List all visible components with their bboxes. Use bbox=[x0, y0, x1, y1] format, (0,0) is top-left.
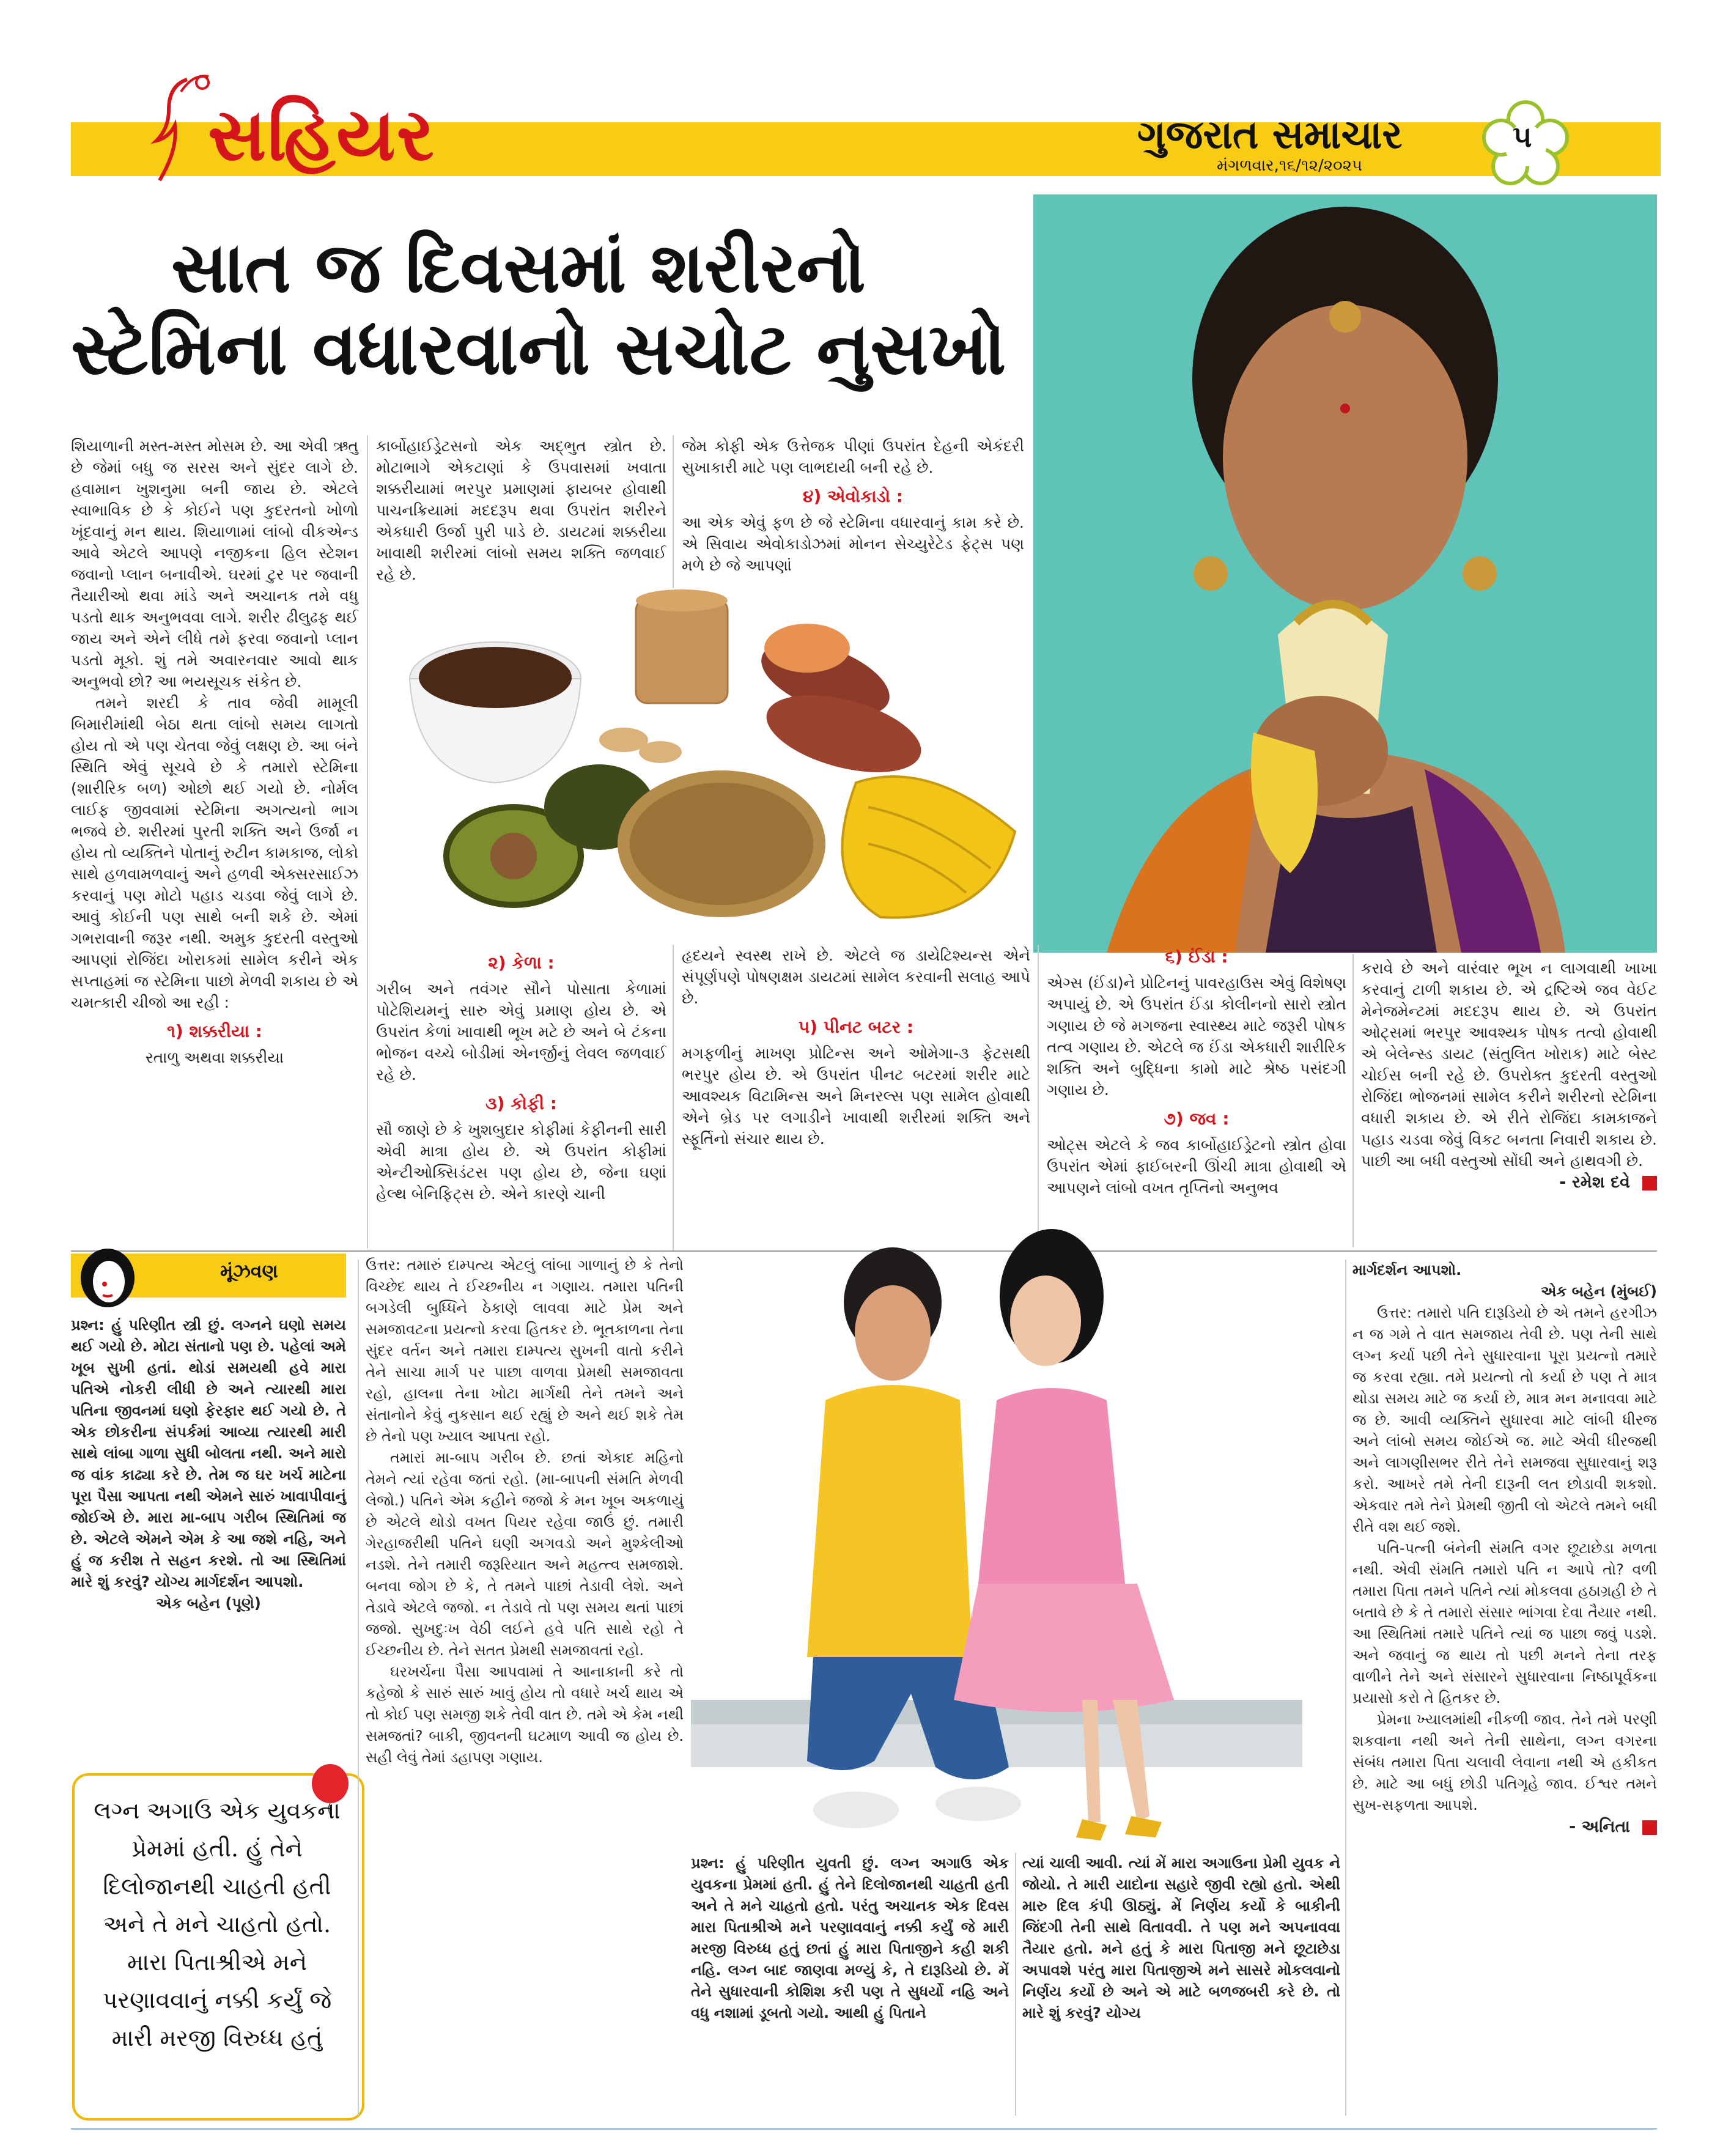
column-divider bbox=[1352, 954, 1354, 1247]
column-divider bbox=[1015, 1853, 1016, 2116]
article-paragraph-oats: ઓટ્સ એટલે કે જવ કાર્બોહાઈડ્રેટનો સ્ત્રોત હોવા ઉપરાંત એમાં ફાઈબરની ઊંચી માત્રા હોવાથી એ આપણને લાંબો વખત તૃપ્તિનો અનુભવ bbox=[1047, 1136, 1346, 1197]
end-mark-icon bbox=[1642, 1820, 1657, 1835]
article-column-1 bbox=[71, 435, 358, 1068]
bottom-rule bbox=[71, 2128, 1657, 2130]
subhead-sweet-potato: ૧) શક્કરીયા : bbox=[167, 1021, 262, 1041]
article-column-3-bottom bbox=[682, 945, 1030, 1150]
advice-author-name: - અનિતા bbox=[1569, 1817, 1630, 1836]
page-number: ૫ bbox=[1513, 120, 1532, 154]
article-intro-paragraph: શિયાળાની મસ્ત-મસ્ત મોસમ છે. આ એવી ઋતુ છે જેમાં બધુ જ સરસ અને સુંદર લાગે છે. હવામાન ખુશનુમા બની જાય છે. એટલે સ્વાભાવિક છે કે કોઈને પણ કુદરતનો ખોળો ખૂંદવાનું મન થાય. શિયાળામાં લાંબો વીકએન્ડ આવે એટલે આપણે નજીકના હિલ સ્ટેશન જવાનો પ્લાન બનાવીએ. ઘરમાં ટુર પર જવાની તૈયારીઓ થવા માંડે અને અચાનક તમે વધુ પડતો થાક અનુભવવા લાગે. શરીર ઢીલુઢફ થઈ જાય અને એને લીધે તમે ફરવા જવાનો પ્લાન પડતો મૂકો. શું તમે અવારનવાર આવો થાક અનુભવો છો? આ ભયસૂચક સંકેત છે. bbox=[71, 437, 358, 690]
foods-collage-image bbox=[404, 587, 1039, 942]
advice-question-1 bbox=[71, 1315, 346, 1614]
article-paragraph-2: તમને શરદી કે તાવ જેવી મામૂલી બિમારીમાંથી બેઠા થતા લાંબો સમય લાગતો હોય તો એ પણ ચેતવા જેવું લક્ષણ છે. આ બંને સ્થિતિ એવું સૂચવે છે કે તમારો સ્ટેમિના (શારીરિક બળ) ઓછો થઈ ગયો છે. નોર્મલ લાઈફ જીવવામાં સ્ટેમિના અગત્યનો ભાગ ભજવે છે. શરીરમાં પુરતી શક્તિ અને ઉર્જા ન હોય તો વ્યક્તિને પોતાનું રુટીન કામકાજ, લોકો સાથે હળવામળવાનું અને હળવી એક્સરસાઈઝ કરવાનું પણ મોટો પહાડ ચડવા જેવું લાગે છે. આવું કોઈની પણ સાથે બની શકે છે. એમાં ગભરાવાની જરૂર નથી. અમુક કુદરતી વસ્તુઓ આપણાં રોજિંદા ખોરાકમાં સામેલ કરીને એક સપ્તાહમાં જ સ્ટેમિના પાછો મેળવી શકાય છે એ ચમત્કારી ચીજો આ રહી : bbox=[71, 694, 358, 1011]
question-2-text-part-2: ત્યાં ચાલી આવી. ત્યાં મેં મારા અગાઉના પ્રેમી યુવક ને જોયો. તે મારી યાદોના સહારે જીવી રહ્યો હતો. એથી મારુ દિલ કંપી ઊઠ્યું. મેં નિર્ણય કર્યો કે બાકીની જિંદગી તેની સાથે વિતાવવી. તે પણ મને અપનાવવા તૈયાર હતો. મને હતું કે મારા પિતાજી મને છૂટાછેડા અપાવશે પરંતુ મારા પિતાજીએ મને સાસરે મોકલવાનો નિર્ણય કર્યો છે અને એ માટે બળજબરી કરે છે. તો મારે શું કરવું? યોગ્ય bbox=[1022, 1855, 1340, 2021]
advice-section-label: મૂંઝવણ bbox=[220, 1261, 278, 1282]
article-column-5 bbox=[1361, 958, 1657, 1193]
couple-illustration bbox=[691, 1217, 1302, 1853]
article-author bbox=[1361, 1172, 1657, 1193]
advice-question-2-part-1 bbox=[691, 1853, 1009, 2024]
newspaper-name: ગુજરાત સમાચાર bbox=[1137, 113, 1403, 158]
headline-line-2: સ્ટેમિના વધારવાનો સચોટ નુસખો bbox=[71, 306, 1006, 391]
subhead-peanut-butter: ૫) પીનટ બટર : bbox=[798, 1017, 914, 1037]
advice-author bbox=[1352, 1816, 1657, 1837]
answer-2-part-2: પતિ-પત્ની બંનેની સંમતિ વગર છૂટાછેડા મળતા નથી. એવી સંમતિ તમારો પતિ ન આપે તો? વળી તમારા પિતા તમને પતિને ત્યાં મોકલવા હઠાગ્રહી છે તે બતાવે છે કે તે તમારો સંસાર ભાંગવા દેવા તૈયાર નથી. આ સ્થિતિમાં તમારે પતિને ત્યાં જ પાછા જવું પડશે. અને જવાનું જ થાય તો પછી મનને તેના તરફ વાળીને તેને અને સંસારને સુધારવાના નિષ્ઠાપૂર્વકના પ્રયાસો કરો તે હિતકર છે. bbox=[1352, 1540, 1657, 1707]
question-1-text: પ્રશ્ન: હું પરિણીત સ્ત્રી છું. લગ્નને ઘણો સમય થઈ ગયો છે. મોટા સંતાનો પણ છે. પહેલાં અમે ખૂબ સુખી હતાં. થોડાં સમયથી હવે મારા પતિએ નોકરી લીધી છે અને ત્યારથી મારા પતિના જીવનમાં ઘણો ફેરફાર થઈ ગયો છે. તે એક છોકરીના સંપર્કમાં આવ્યા ત્યારથી મારી સાથે લાંબા ગાળા સુધી બોલતા નથી. અને મારો જ વાંક કાઢ્યા કરે છે. તેમ જ ઘર ખર્ચ માટેના પૂરા પૈસા આપતા નથી એમને સારું ખાવાપીવાનું જોઈએ છે. મારા મા-બાપ ગરીબ સ્થિતિમાં જ છે. એટલે એમને એમ કે આ જશે નહિ, અને હું જ કરીશ તે સહન કરશે. તો આ સ્થિતિમાં મારે શું કરવું? યોગ્ય માર્ગદર્શન આપશો. bbox=[71, 1316, 346, 1590]
article-paragraph-coffee: સૌ જાણે છે કે ખુશબુદાર કોફીમાં કેફીનની સારી એવી માત્રા હોય છે. એ ઉપરાંત કોફીમાં એન્ટીઓક્સિડંટસ પણ હોય છે, જેના ઘણાં હેલ્થ બેનિફિટ્સ છે. એને કારણે ચાની bbox=[376, 1121, 666, 1203]
advice-answer-1 bbox=[366, 1255, 684, 1768]
advice-answer-2 bbox=[1352, 1260, 1657, 1837]
subhead-avocado: ૪) એવોકાડો : bbox=[803, 486, 903, 506]
issue-date: મંગળવાર,૧૬/૧૨/૨૦૨૫ bbox=[1217, 157, 1362, 175]
column-divider bbox=[1345, 1260, 1346, 2116]
woman-eating-banana-photo bbox=[1033, 194, 1657, 953]
question-2-text-part-3: માર્ગદર્શન આપશો. bbox=[1352, 1261, 1462, 1279]
article-paragraph-sweet-potato-start: રતાળુ અથવા શક્કરીયા bbox=[145, 1049, 284, 1066]
answer-2-part-1: ઉત્તર: તમારો પતિ દારૂડિયો છે એ તમને હરગીઝ ન જ ગમે તે વાત સમજાય તેવી છે. પણ તેની સાથે લગ્ન કર્યા પછી તેને સુધારવાના પૂરા પ્રયત્નો તમારે જ કરવા રહ્યા. તમે પ્રયત્નો તો કર્યા છે પણ તે માત્ર થોડા સમય માટે જ કર્યા છે, માત્ર મન મનાવવા માટે જ છે. આવી વ્યક્તિને સુધારવા માટે લાંબી ધીરજ અને લાંબો સમય જોઈએ જ. માટે એવી ધીરજથી અને લાગણીસભર રીતે તેને સમજવા સુધારવાનું શરૂ કરો. આખરે તમે તેની દારૂની લત છોડાવી શકશો. એકવાર તમે તેને પ્રેમથી જીતી લો એટલે તમને બધી રીતે વશ થઈ જશે. bbox=[1352, 1304, 1657, 1535]
pull-quote-text: લગ્ન અગાઉ એક યુવકના પ્રેમમાં હતી. હું તેને દિલોજાનથી ચાહતી હતી અને તે મને ચાહતો હતો. મારા પિતાશ્રીએ મને પરણાવવાનું નક્કી કર્યું જે મારી મરજી વિરુધ્ધ હતું bbox=[94, 1797, 341, 2051]
subhead-coffee: ૩) કોફી : bbox=[485, 1093, 557, 1113]
subhead-banana: ૨) કેળા : bbox=[488, 953, 555, 973]
end-mark-icon bbox=[1642, 1176, 1657, 1191]
question-2-text-part-1: પ્રશ્ન: હું પરિણીત યુવતી છું. લગ્ન અગાઉ એક યુવકના પ્રેમમાં હતી. હું તેને દિલોજાનથી ચાહતી હતી અને તે મને ચાહતો હતો. પરંતુ અચાનક એક દિવસ મારા પિતાશ્રીએ મને પરણાવવાનું નક્કી કર્યું જે મારી મરજી વિરુધ્ધ હતું છતાં હું મારા પિતાજીને કહી શકી નહિ. લગ્ન બાદ જાણવા મળ્યું કે, તે દારૂડિયો છે. મેં તેને સુધારવાની કોશિશ કરી પણ તે સુધર્યો નહિ અને વધુ નશામાં ડૂબતો ગયો. આથી હું પિતાને bbox=[691, 1855, 1009, 2021]
question-1-asker: એક બહેન (પૂણે) bbox=[156, 1595, 261, 1612]
article-paragraph-peanut-butter: મગફળીનું માખણ પ્રોટિન્સ અને ઓમેગા-૩ ફેટસથી ભરપુર હોય છે. એ ઉપરાંત પીનટ બટરમાં શરીર માટે આવશ્યક વિટામિન્સ અને મિનરલ્સ પણ સામેલ હોવાથી એને બ્રેડ પર લગાડીને ખાવાથી શરીરમાં શક્તિ અને સ્ફૂર્તિનો સંચાર થાય છે. bbox=[682, 1044, 1030, 1148]
column-divider bbox=[367, 435, 368, 1249]
article-author-name: - રમેશ દવે bbox=[1559, 1173, 1630, 1192]
answer-2-part-3: પ્રેમના ખ્યાલમાંથી નીકળી જાવ. તેને તમે પરણી શકવાના નથી અને તેની સાથેના, લગ્ન વગરના સંબંધ તમારા પિતા ચલાવી લેવાના નથી એ હકીકત છે. માટે આ બધું છોડી પતિગૃહે જાવ. ઈશ્વર તમને સુખ-સફળતા આપશે. bbox=[1352, 1711, 1657, 1814]
woman-face-icon bbox=[71, 1247, 144, 1309]
section-logo: સહિયર bbox=[208, 92, 435, 177]
question-2-asker: એક બહેન (મુંબઈ) bbox=[1541, 1283, 1657, 1300]
advice-question-2-part-2 bbox=[1022, 1853, 1340, 2024]
answer-1-part-1: ઉત્તર: તમારું દામ્પત્ય એટલું લાંબા ગાળાનું છે કે તેનો વિચ્છેદ થાય તે ઈચ્છનીય ન ગણાય. તમારા પતિની બગડેલી બુધ્ધિને ઠેકાણે લાવવા માટે પ્રેમ અને સમજાવટના પ્રયત્નો કરવા હિતકર છે. ભૂતકાળના તેના સુંદર વર્તન અને તમારા દામ્પત્ય સુખની વાતો કરીને તેને સાચા માર્ગ પર પાછા વાળવા પ્રેમથી સમજાવતા રહો, હાલના તેના ખોટા માર્ગથી તેને તમને અને સંતાનોને કેવું નુકસાન થઈ રહ્યું છે અને થઈ શકે તેમ છે તેનો પણ ખ્યાલ આપતા રહો. bbox=[366, 1257, 684, 1445]
article-column-4 bbox=[1047, 939, 1346, 1198]
article-paragraph-banana: ગરીબ અને તવંગર સૌને પોસાતા કેળામાં પોટેશિયમનું સારુ એવું પ્રમાણ હોય છે. એ ઉપરાંત કેળાં ખાવાથી ભૂખ મટે છે અને બે ટંકના ભોજન વચ્ચે બોડીમાં એનર્જીનું લેવલ જળવાઈ રહે છે. bbox=[376, 980, 666, 1084]
article-paragraph-avocado: આ એક એવું ફળ છે જે સ્ટેમિના વધારવાનું કામ કરે છે. એ સિવાય એવોકાડોઝમાં મોનન સેચ્યુરેટેડ ફેટ્સ પણ મળે છે જે આપણાં bbox=[682, 514, 1024, 574]
subhead-oats: ૭) જવ : bbox=[1164, 1109, 1230, 1129]
article-column-2-top bbox=[376, 435, 666, 585]
column-divider bbox=[673, 435, 674, 588]
article-column-2-bottom bbox=[376, 945, 666, 1205]
article-paragraph-conclusion: કરાવે છે અને વારંવાર ભૂખ ન લાગવાથી ખાખા કરવાનું ટાળી શકાય છે. એ દ્રષ્ટિએ જવ વેઈટ મેનેજમેન્ટમાં મદદરૂપ થાય છે. એ ઉપરાંત ઓટ્સમાં ભરપુર આવશ્યક પોષક તત્વો હોવાથી એ બેલેન્સ્ડ ડાયટ (સંતુલિત ખોરાક) માટે બેસ્ટ ચોઈસ બની રહે છે. ઉપરોક્ત કુદરતી વસ્તુઓ રોજિંદા ભોજનમાં સામેલ કરીને શરીરનો સ્ટેમિના વધારી શકાય છે. એ રીતે રોજિંદા કામકાજને પહાડ ચડવા જેવું વિકટ બનતા નિવારી શકાય છે. પાછી આ બધી વસ્તુઓ સોંઘી અને હાથવગી છે. bbox=[1361, 959, 1657, 1170]
article-paragraph-coffee-cont: જેમ કોફી એક ઉત્તેજક પીણાં ઉપરાંત દેહની એકંદરી સુખાકારી માટે પણ લાભદાયી બની રહે છે. bbox=[682, 437, 1024, 476]
answer-1-part-3: ઘરખર્ચના પૈસા આપવામાં તે આનાકાની કરે તો કહેજો કે સારું સારું ખાવું હોય તો વધારે ખર્ચ થાય એ તો કોઈ પણ સમજી શકે તેવી વાત છે. તમે એ કેમ નથી સમજતાં? બાકી, જીવનની ઘટમાળ આવી જ હોય છે. સહી લેવું તેમાં ડહાપણ ગણાય. bbox=[366, 1663, 684, 1766]
answer-1-part-2: તમારાં મા-બાપ ગરીબ છે. છતાં એકાદ મહિનો તેમને ત્યાં રહેવા જતાં રહો. (મા-બાપની સંમતિ મેળવી લેજો.) પતિને એમ કહીને જજો કે મન ખૂબ અકળાયું છે એટલે થોડો વખત પિયર રહેવા જાઉં છું. તમારી ગેરહાજરીથી પતિને ઘણી અગવડો અને મુશ્કેલીઓ નડશે. તેને તમારી જરૂરિયાત અને મહત્ત્વ સમજાશે. બનવા જોગ છે કે, તે તમને પાછાં તેડાવી લેશે. અને તેડાવે એટલે જજો. ન તેડાવે તો પણ સમય થતાં પાછાં જજો. સુખદુઃખ વેઠી લઈને હવે પતિ સાથે રહો તે ઈચ્છનીય છે. તેને સતત પ્રેમથી સમજાવતાં રહો. bbox=[366, 1449, 684, 1659]
article-paragraph-eggs: એગ્સ (ઈંડા)ને પ્રોટિનનું પાવરહાઉસ એવું વિશેષણ અપાયું છે. એ ઉપરાંત ઈંડા કોલીનનો સારો સ્ત્રોત ગણાય છે જે મગજના સ્વાસ્થ્ય માટે જરૂરી પોષક તત્વ ગણાય છે. એટલે જ ઈંડા એકધારી શારીરિક શક્તિ અને બુદ્ધિના કામો માટે શ્રેષ્ઠ પસંદગી ગણાય છે. bbox=[1047, 974, 1346, 1099]
column-divider bbox=[358, 1260, 359, 2116]
headline-line-1: સાત જ દિવસમાં શરીરનો bbox=[171, 226, 866, 308]
article-paragraph-avocado-cont: હૃદયને સ્વસ્થ રાખે છે. એટલે જ ડાયેટિશ્યન્સ એને સંપૂર્ણપણે પોષણક્ષમ ડાયટમાં સામેલ કરવાની સલાહ આપે છે. bbox=[682, 947, 1030, 1007]
column-divider bbox=[673, 945, 674, 1250]
subhead-eggs: ૬) ઈંડા : bbox=[1165, 947, 1228, 967]
article-paragraph-sweet-potato: કાર્બોહાઈડ્રેટસનો એક અદ્ભુત સ્ત્રોત છે. મોટાભાગે એકટાણાં કે ઉપવાસમાં ખવાતા શક્કરીયામાં ભરપુર પ્રમાણમાં ફાયબર હોવાથી પાચનક્રિયામાં મદદરૂપ થવા ઉપરાંત શરીરને એકધારી ઉર્જા પુરી પાડે છે. ડાયટમાં શક્કરીયા ખાવાથી શરીરમાં લાંબો સમય શક્તિ જળવાઈ રહે છે. bbox=[376, 437, 666, 583]
column-divider bbox=[1038, 945, 1039, 1250]
article-column-3-top bbox=[682, 435, 1024, 576]
